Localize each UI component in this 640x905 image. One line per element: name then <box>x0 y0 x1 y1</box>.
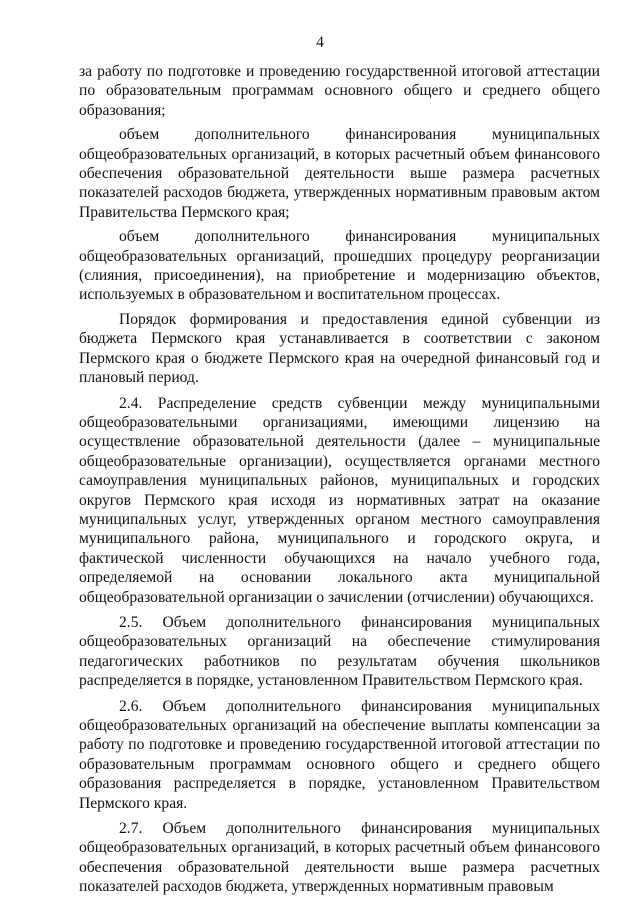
page-number: 4 <box>316 34 324 51</box>
paragraph-section-2-4: 2.4. Распределение средств субвенции между муниципальными общеобразовательными организациями, имеющими лицензию на осуществление образовательной деятельности (далее – муниципальные общеобразовательные организации), осуществляется органами местного самоуправления муниципальных районов, муниципальных и городских округов Пермского края исходя из нормативных затрат на оказание муниципальных услуг, утвержденных органом местного самоуправления муниципального района, муниципального и городского округа, и фактической численности обучающихся на начало учебного года, определяемой на основании локального акта муниципальной общеобразовательной организации о зачислении (отчислении) обучающихся. <box>79 394 600 606</box>
paragraph-section-2-5: 2.5. Объем дополнительного финансирования муниципальных общеобразовательных организаций на обеспечение стимулирования педагогических работников по результатам обучения школьников распределяется в порядке, установленном Правительством Пермского края. <box>79 613 600 690</box>
paragraph-subvention-procedure: Порядок формирования и предоставления единой субвенции из бюджета Пермского края устанавливается в соответствии с законом Пермского края о бюджете Пермского края на очередной финансовый год и плановый период. <box>79 310 600 387</box>
paragraph-continuation: за работу по подготовке и проведению государственной итоговой аттестации по образовательным программам основного общего и среднего общего образования; <box>79 63 600 119</box>
paragraph-section-2-7: 2.7. Объем дополнительного финансирования муниципальных общеобразовательных организаций, в которых расчетный объем финансового обеспечения образовательной деятельности выше размера расчетных показателей расходов бюджета, утвержденных нормативным правовым <box>79 820 600 896</box>
paragraph-additional-funding-volume: объем дополнительного финансирования муниципальных общеобразовательных организаций, в которых расчетный объем финансового обеспечения образовательной деятельности выше размера расчетных показателей расходов бюджета, утвержденных нормативным правовым актом Правительства Пермского края; <box>79 126 600 221</box>
document-body <box>79 62 600 902</box>
paragraph-section-2-6: 2.6. Объем дополнительного финансирования муниципальных общеобразовательных организаций на обеспечение выплаты компенсации за работу по подготовке и проведению государственной итоговой аттестации по образовательным программам основного общего и среднего общего образования распределяется в порядке, установленном Правительством Пермского края. <box>79 697 600 812</box>
paragraph-reorganization-funding: объем дополнительного финансирования муниципальных общеобразовательных организаций, прошедших процедуру реорганизации (слияния, присоединения), на приобретение и модернизацию объектов, используемых в образовательном и воспитательном процессах. <box>79 228 600 304</box>
